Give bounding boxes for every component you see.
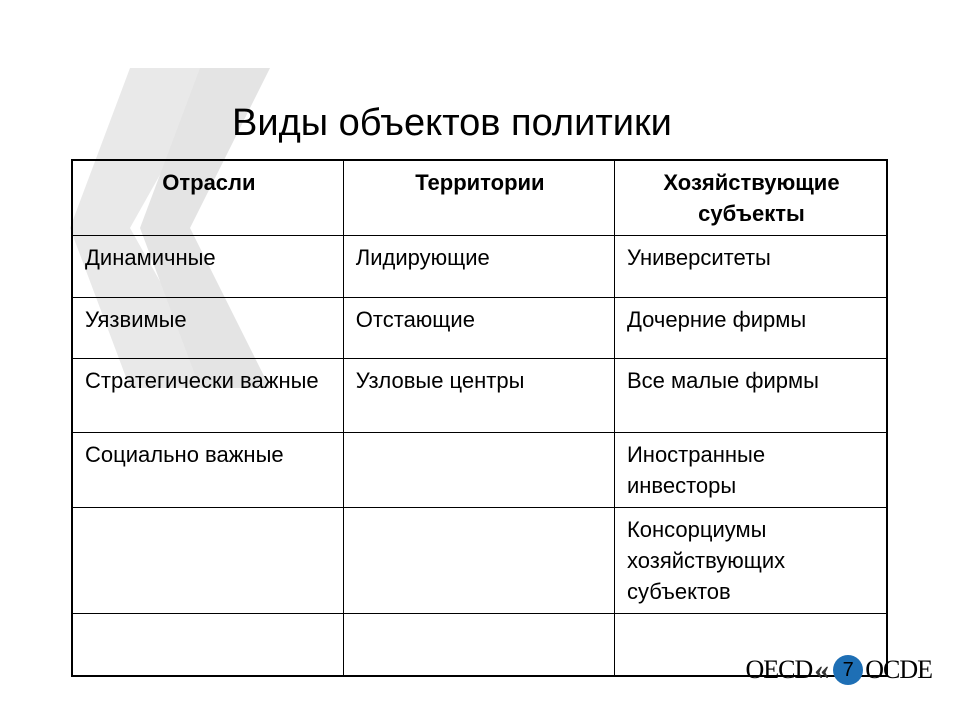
header-economic-entities: Хозяйствующие субъекты bbox=[614, 160, 887, 236]
table-cell: Стратегически важные bbox=[72, 359, 343, 433]
policy-objects-table bbox=[71, 159, 888, 677]
oecd-logo-text: OECD bbox=[745, 655, 813, 684]
table-row bbox=[72, 236, 887, 298]
table-row bbox=[72, 508, 887, 614]
footer-logo bbox=[745, 652, 932, 688]
table-row bbox=[72, 433, 887, 508]
table-cell: Узловые центры bbox=[343, 359, 614, 433]
table-cell: Отстающие bbox=[343, 298, 614, 359]
table-cell bbox=[72, 508, 343, 614]
table-header-row bbox=[72, 160, 887, 236]
page-title: Виды объектов политики bbox=[232, 102, 672, 144]
quote-marks-icon: « bbox=[814, 653, 830, 686]
ocde-logo-text: OCDE bbox=[865, 655, 932, 684]
table-cell: Лидирующие bbox=[343, 236, 614, 298]
page-number: 7 bbox=[833, 655, 863, 685]
table-cell: Социально важные bbox=[72, 433, 343, 508]
table-cell: Все малые фирмы bbox=[614, 359, 887, 433]
table-cell: Динамичные bbox=[72, 236, 343, 298]
table-cell: Дочерние фирмы bbox=[614, 298, 887, 359]
table-cell bbox=[72, 614, 343, 676]
table-cell: Консорциумы хозяйствующих субъектов bbox=[614, 508, 887, 614]
table-cell: Иностранные инвесторы bbox=[614, 433, 887, 508]
table-row bbox=[72, 298, 887, 359]
header-sectors: Отрасли bbox=[72, 160, 343, 236]
table-cell: Университеты bbox=[614, 236, 887, 298]
table-cell bbox=[343, 433, 614, 508]
table-cell bbox=[343, 614, 614, 676]
header-territories: Территории bbox=[343, 160, 614, 236]
table-row bbox=[72, 359, 887, 433]
table-cell: Уязвимые bbox=[72, 298, 343, 359]
table-cell bbox=[343, 508, 614, 614]
